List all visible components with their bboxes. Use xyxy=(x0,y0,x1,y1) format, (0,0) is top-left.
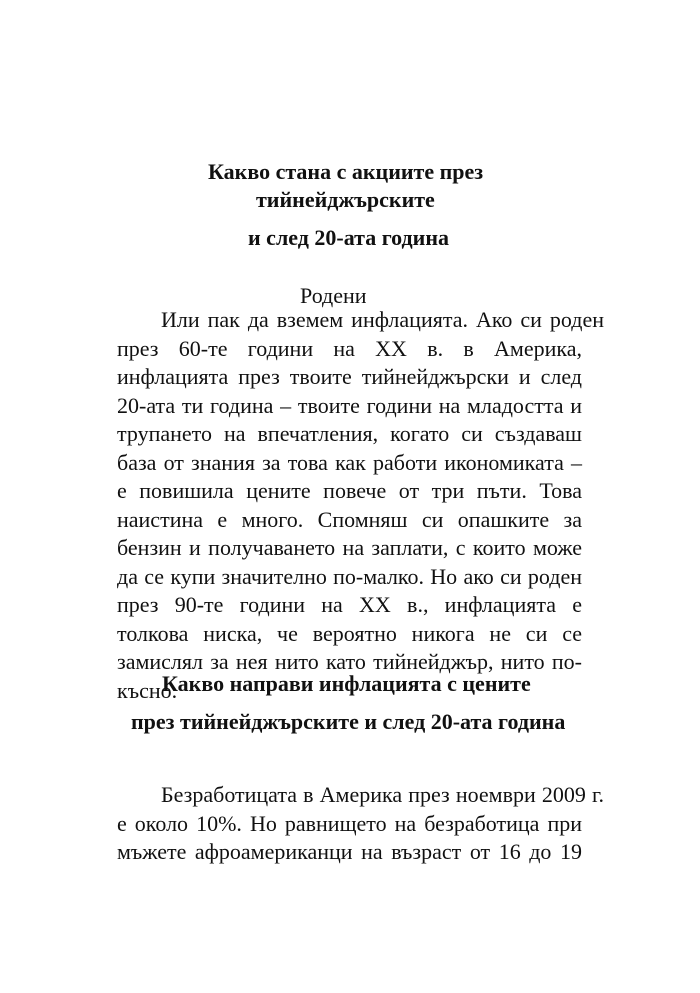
paragraph-line: 20-ата ти година – твоите години на младостта и xyxy=(117,392,582,418)
paragraph-line: е около 10%. Но равнището на безработица при xyxy=(117,810,582,836)
paragraph-line: е повишила цените повече от три пъти. Това xyxy=(117,478,582,503)
section-heading-line-1: Какво стана с акциите през xyxy=(208,159,484,184)
paragraph-line: бензин и получаването на заплати, с които може xyxy=(117,535,582,560)
paragraph-line: толкова ниска, че вероятно никога не си се xyxy=(117,620,582,646)
paragraph-line: да се купи значително по-малко. Но ако си роден xyxy=(117,563,582,589)
section-heading-line-2: тийнейджърските xyxy=(256,187,435,212)
paragraph-line: късно. xyxy=(117,677,178,703)
paragraph-line: Безработицата в Америка през ноември 2009 г. xyxy=(161,782,604,807)
subsection-heading-line-1: Какво направи инфлацията с цените xyxy=(162,671,531,696)
paragraph-line: Или пак да вземем инфлацията. Ако си роден xyxy=(161,307,604,332)
paragraph-line: база от знания за това как работи икономиката – xyxy=(117,449,582,475)
section-heading-line-3: и след 20-ата година xyxy=(248,225,450,250)
paragraph-inflation xyxy=(117,306,604,705)
paragraph-line: инфлацията през твоите тийнейджърски и след xyxy=(117,364,582,389)
paragraph-unemployment xyxy=(117,781,604,867)
section-label: Родени xyxy=(300,283,367,308)
subsection-heading-line-2: през тийнейджърските и след 20-ата година xyxy=(131,709,566,734)
paragraph-line: замислял за нея нито като тийнейджър, нито по- xyxy=(117,649,582,674)
paragraph-line: през 60-те години на ХХ в. в Америка, xyxy=(117,335,582,361)
paragraph-line: наистина е много. Спомняш си опашките за xyxy=(117,506,582,532)
paragraph-line: мъжете афроамериканци на възраст от 16 до 19 xyxy=(117,839,582,864)
paragraph-line: през 90-те години на ХХ в., инфлацията е xyxy=(117,592,582,617)
paragraph-line: трупането на впечатления, когато си създаваш xyxy=(117,421,582,446)
